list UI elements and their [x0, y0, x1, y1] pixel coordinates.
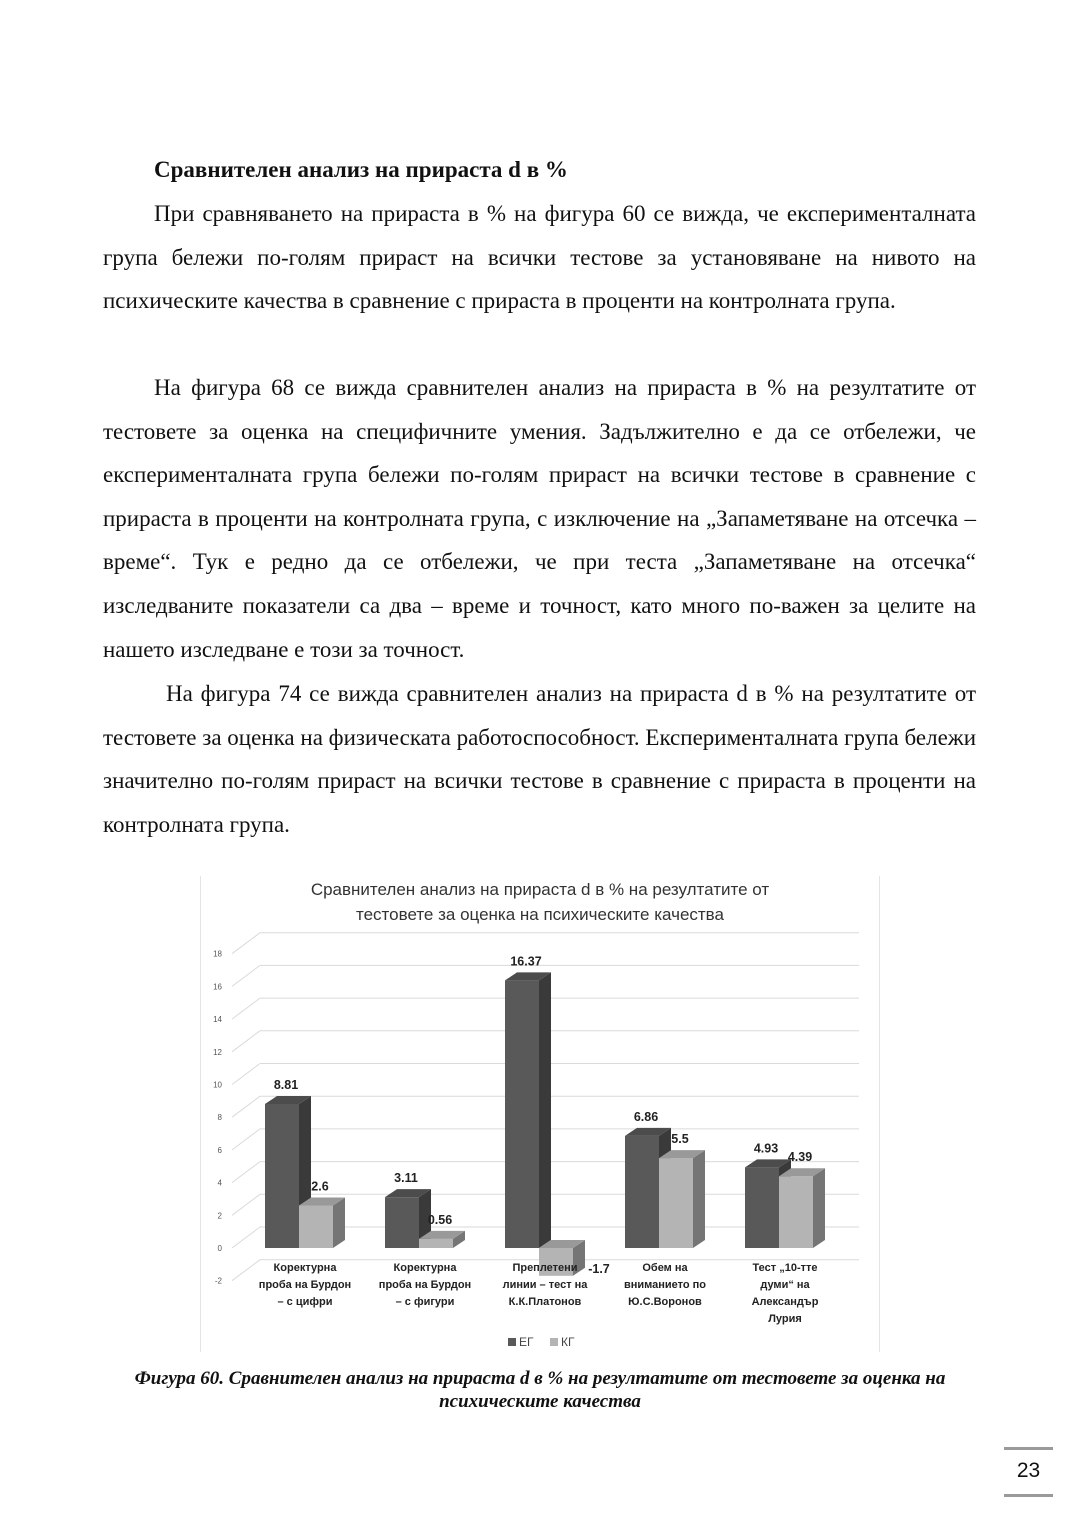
bar-side	[693, 1150, 705, 1248]
gridline-side	[232, 1260, 260, 1281]
bar-ЕГ	[265, 1104, 299, 1248]
section-heading: Сравнителен анализ на прираста d в %	[154, 157, 568, 182]
y-tick-label: 8	[217, 1113, 222, 1123]
category-label: проба на Бурдон	[258, 1279, 352, 1291]
paragraph-3-text: На фигура 74 се вижда сравнителен анализ на прираста d в % на резултатите от тестовете за оценка на физическата работоспособност. Експерименталната група бележи значително по-голям прираст на всички тестове в сравнение с прираста в проценти на контролната група.	[103, 681, 976, 837]
category-label: проба на Бурдон	[378, 1279, 472, 1291]
bar-ЕГ	[505, 980, 539, 1248]
data-label: 5.5	[671, 1132, 689, 1147]
category-label: Александър	[751, 1296, 819, 1308]
y-tick-label: 4	[217, 1178, 222, 1188]
data-label: 4.93	[753, 1141, 779, 1156]
category-label: – с цифри	[277, 1296, 333, 1308]
page-number: 23	[1004, 1447, 1053, 1497]
data-label: 2.6	[311, 1179, 329, 1194]
category-label: Ю.С.Воронов	[628, 1296, 702, 1308]
gridline-side	[232, 1129, 260, 1150]
bar-КГ	[779, 1176, 813, 1248]
y-tick-label: 18	[213, 949, 222, 959]
paragraph-1-text: При сравняването на прираста в % на фигура 60 се вижда, че експерименталната група бележи по-голям прираст на всички тестове за установяване на нивото на психическите качества в сравнение с прираста в проценти на контролната група.	[103, 201, 976, 314]
paragraph-3	[103, 672, 976, 846]
category-label: думи“ на	[760, 1279, 810, 1291]
legend-label: ЕГ	[519, 1335, 534, 1349]
category-label: – с фигури	[395, 1296, 455, 1308]
data-label: 8.81	[273, 1077, 299, 1092]
bar-ЕГ	[385, 1197, 419, 1248]
bar-side	[813, 1168, 825, 1248]
y-tick-label: -2	[214, 1276, 222, 1286]
bar-chart	[200, 876, 880, 1352]
bar-КГ	[659, 1158, 693, 1248]
y-tick-label: 10	[213, 1080, 222, 1090]
gridline-side	[232, 998, 260, 1019]
gridline-side	[232, 1162, 260, 1183]
gridline-side	[232, 965, 260, 986]
legend-swatch-ЕГ	[508, 1338, 516, 1346]
gridline-side	[232, 1194, 260, 1215]
bar-КГ	[299, 1205, 333, 1248]
category-label: К.К.Платонов	[508, 1296, 582, 1308]
bar-side	[539, 972, 551, 1248]
bar-ЕГ	[625, 1136, 659, 1248]
y-tick-label: 0	[217, 1244, 222, 1253]
chart-title-line: Сравнителен анализ на прираста d в % на резултатите от	[310, 880, 770, 899]
gridline-side	[232, 933, 260, 954]
category-label: линии – тест на	[502, 1279, 588, 1291]
category-label: Тест „10-тте	[752, 1262, 818, 1274]
category-label: Преплетени	[512, 1262, 578, 1274]
y-tick-label: 2	[217, 1211, 222, 1221]
data-label: 6.86	[633, 1109, 659, 1124]
category-label: Коректурна	[393, 1262, 457, 1274]
y-tick-label: 16	[213, 982, 222, 992]
legend-swatch-КГ	[550, 1338, 558, 1346]
bar-side	[333, 1197, 345, 1248]
gridline-side	[232, 1064, 260, 1085]
figure-caption: Фигура 60. Сравнителен анализ на прираста d в % на резултатите от тестовете за оценка на психическите качества	[134, 1368, 946, 1412]
category-label: Коректурна	[273, 1262, 337, 1274]
bar-КГ	[419, 1239, 453, 1248]
chart-figure-60	[200, 876, 880, 1352]
category-label: вниманието по	[623, 1279, 707, 1291]
data-label: 4.39	[787, 1150, 813, 1165]
gridline-side	[232, 1031, 260, 1052]
chart-title-line: тестовете за оценка на психическите качества	[356, 905, 724, 924]
data-label: 16.37	[510, 954, 542, 969]
category-label: Обем на	[642, 1262, 688, 1274]
data-label: 3.11	[394, 1171, 418, 1186]
paragraph-2-text: На фигура 68 се вижда сравнителен анализ на прираста в % на резултатите от тестовете за оценка на специфичните умения. Задължително е да се отбележи, че експерименталната група бележи по-голям прираст на всички тестове в сравнение с прираста в проценти на контролната група, с изключение на „Запаметяване на отсечка – време“. Тук е редно да се отбележи, че при теста „Запаметяване на отсечка“ изследваните показатели са два – време и точност, като много по-важен за целите на нашето изследване е този за точност.	[103, 375, 976, 662]
bar-ЕГ	[745, 1167, 779, 1248]
gridline-side	[232, 1096, 260, 1117]
gridline-side	[232, 1227, 260, 1248]
y-tick-label: 14	[213, 1015, 222, 1025]
data-label: 0.56	[427, 1212, 453, 1227]
data-label: -1.7	[588, 1261, 610, 1276]
paragraph-2	[103, 366, 976, 671]
paragraph-1	[103, 192, 976, 323]
y-tick-label: 6	[217, 1145, 222, 1155]
category-label: Лурия	[768, 1313, 802, 1325]
legend-label: КГ	[561, 1335, 575, 1349]
y-tick-label: 12	[213, 1047, 222, 1057]
